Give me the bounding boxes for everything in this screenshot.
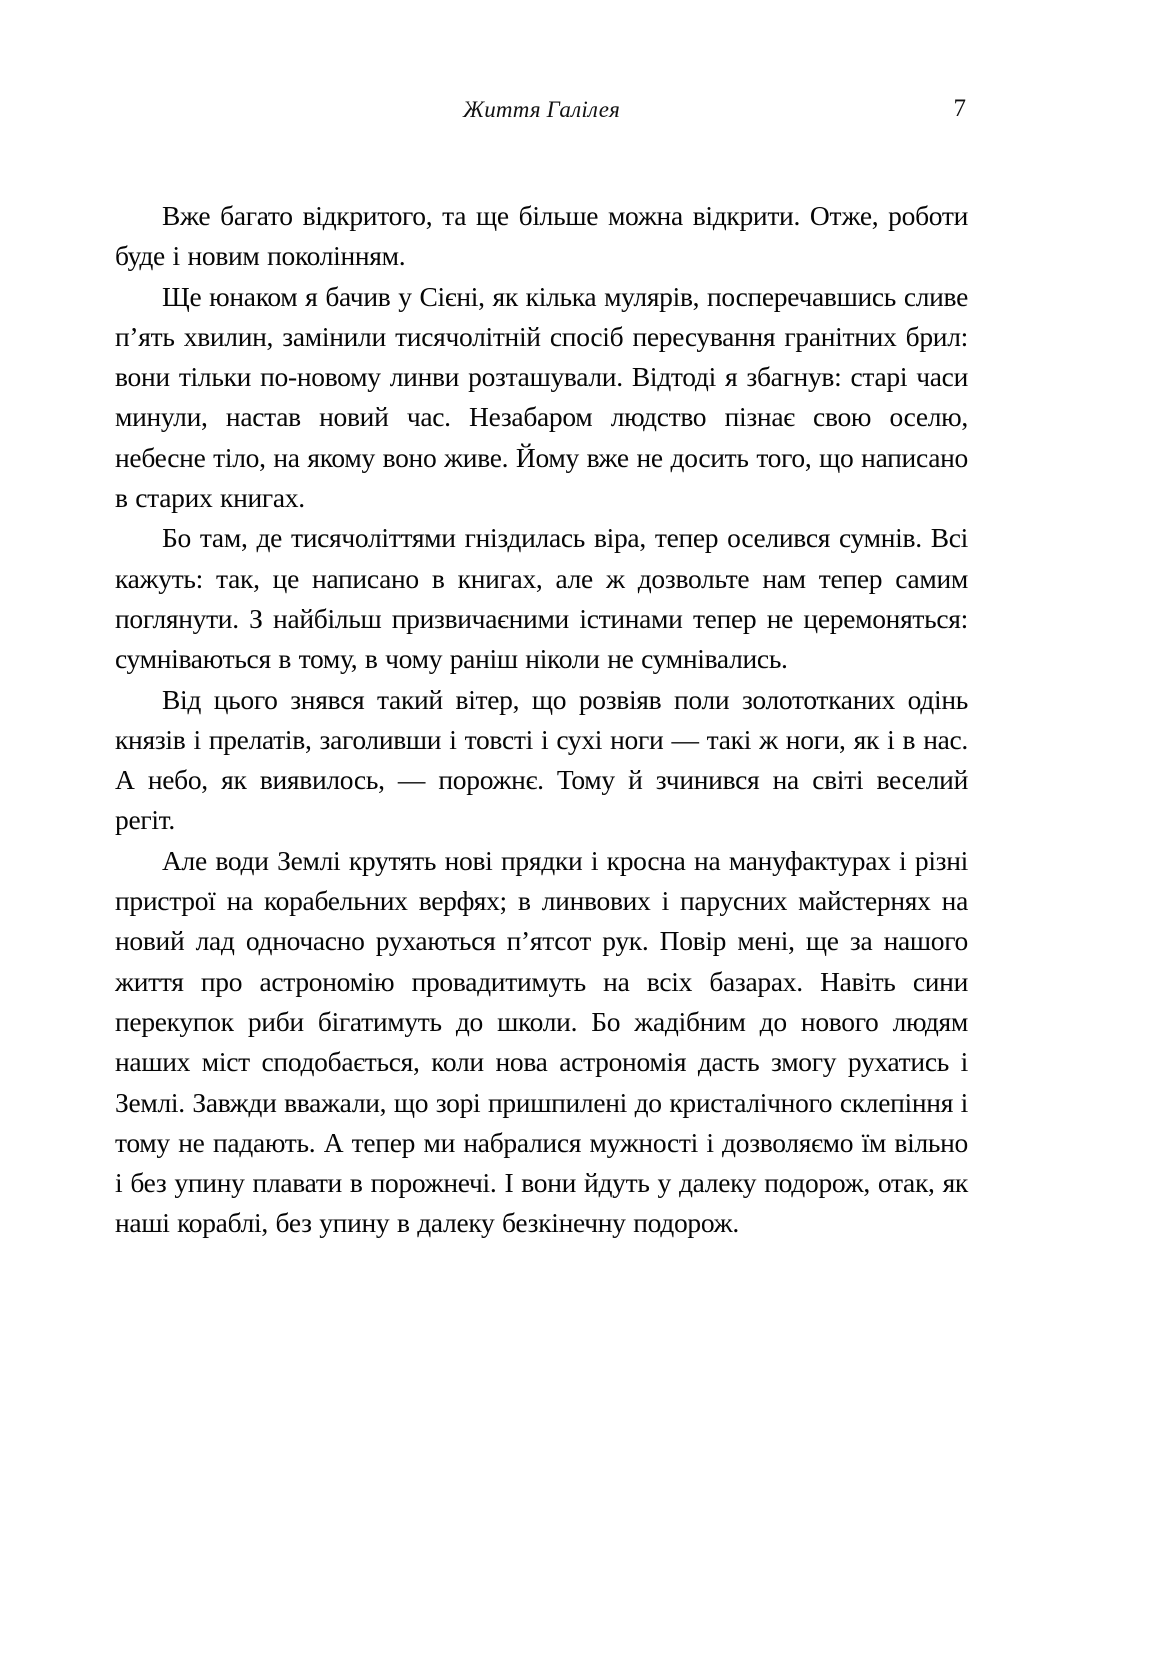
paragraph-3: Бо там, де тисячоліттями гніздилась віра, тепер оселився сумнів. Всі кажуть: так, це написано в книгах, але ж дозвольте нам тепер самим поглянути. З найбільш призвичаєними істинами тепер не церемоняться: сумніваються в тому, в чому раніш ніколи не сумнівались. <box>115 522 968 675</box>
paragraph-1: Вже багато відкритого, та ще більше можна відкрити. Отже, роботи буде і новим поколінням. <box>115 200 968 272</box>
paragraph-5: Але води Землі крутять нові прядки і кросна на мануфактурах і різні пристрої на корабельних верфях; в линвових і парусних майстернях на новий лад одночасно рухаються п’ятсот рук. Повір мені, ще за нашого життя про астрономію провадитимуть на всіх базарах. Навіть сини перекупок риби бігатимуть до школи. Бо жадібним до нового людям наших міст сподобається, коли нова астрономія дасть змогу рухатись і Землі. Завжди вважали, що зорі пришпилені до кристалічного склепіння і тому не падають. А тепер ми набралися мужності і дозволяємо їм вільно і без упину плавати в порожнечі. І вони йдуть у далеку подорож, отак, як наші кораблі, без упину в далеку безкінечну подорож. <box>115 844 968 1239</box>
paragraph-4: Від цього знявся такий вітер, що розвіяв поли золототканих одінь князів і прелатів, заголивши і товсті і сухі ноги — такі ж ноги, як і в нас. А небо, як виявилось, — порожнє. Тому й зчинився на світі веселий регіт. <box>115 683 968 836</box>
running-title: Життя Галілея <box>462 97 621 122</box>
page-body <box>115 196 968 1244</box>
page-header <box>115 97 968 131</box>
paragraph-2: Ще юнаком я бачив у Сієні, як кілька мулярів, посперечавшись сливе п’ять хвилин, замінили тисячолітній спосіб пересування гранітних брил: вони тільки по-новому линви розташували. Відтоді я збагнув: старі часи минули, настав новий час. Незабаром людство пізнає свою оселю, небесне тіло, на якому воно живе. Йому вже не досить того, що написано в старих книгах. <box>115 280 968 514</box>
page-number: 7 <box>953 95 966 122</box>
